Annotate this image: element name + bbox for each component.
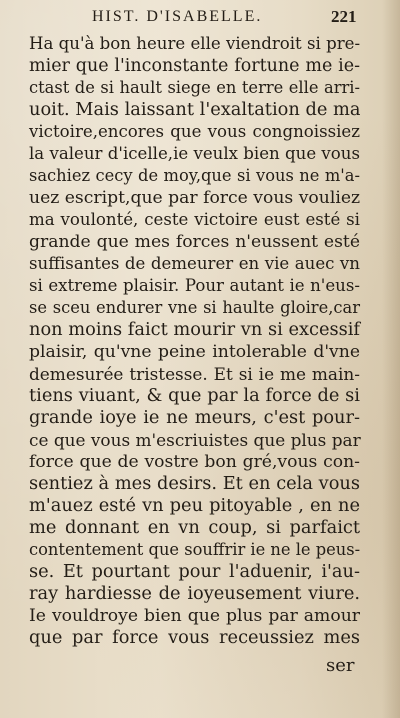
text-line: uoit. Mais laissant l'exaltation de ma — [29, 99, 361, 120]
text-line: se sceu endurer vne si haulte gloire,car — [29, 298, 360, 317]
text-line: si extreme plaisir. Pour autant ie n'eus- — [29, 276, 360, 295]
page-number: 221 — [331, 7, 357, 26]
text-line: demesurée tristesse. Et si ie me main- — [29, 364, 360, 384]
text-line: ma voulonté, ceste victoire eust esté si — [29, 210, 360, 229]
text-line: grande ioye ie ne meurs, c'est pour- — [29, 407, 360, 428]
text-line: la valeur d'icelle,ie veulx bien que vous — [29, 144, 360, 163]
text-line: sachiez cecy de moy,que si vous ne m'a- — [29, 166, 360, 185]
text-line: que par force vous receussiez mes — [29, 627, 360, 648]
text-line: ctast de si hault siege en terre elle arri- — [29, 78, 360, 97]
text-line: Ha qu'à bon heure elle viendroit si pre- — [29, 34, 361, 53]
running-title: HIST. D'ISABELLE. — [92, 8, 263, 25]
text-line: ce que vous m'escriuistes que plus par — [29, 430, 361, 450]
text-line: grande que mes forces n'eussent esté — [29, 232, 360, 252]
text-line: me donnant en vn coup, si parfaict — [29, 517, 360, 538]
text-line: suffisantes de demeurer en vie auec vn — [29, 254, 360, 273]
text-line: Ie vouldroye bien que plus par amour — [29, 606, 360, 626]
text-line: mier que l'inconstante fortune me ie- — [29, 56, 360, 76]
text-line: ray hardiesse de ioyeusement viure. — [29, 583, 360, 604]
text-line: non moins faict mourir vn si excessif — [29, 319, 360, 340]
text-line: contentement que souffrir ie ne le peus- — [29, 540, 361, 559]
text-line: uez escript,que par force vous vouliez — [29, 188, 361, 208]
text-line: force que de vostre bon gré,vous con- — [29, 452, 360, 472]
text-line: plaisir, qu'vne peine intolerable d'vne — [29, 342, 360, 362]
text-line: tiens viuant, & que par la force de si — [29, 385, 360, 406]
text-line: victoire,encores que vous congnoissiez — [29, 122, 360, 141]
running-head — [0, 4, 400, 30]
text-line: m'auez esté vn peu pitoyable , en ne — [29, 495, 360, 516]
text-line: sentiez à mes desirs. Et en cela vous — [29, 473, 360, 494]
catchword: ser — [326, 655, 355, 676]
text-line: se. Et pourtant pour l'aduenir, i'au- — [29, 561, 360, 582]
